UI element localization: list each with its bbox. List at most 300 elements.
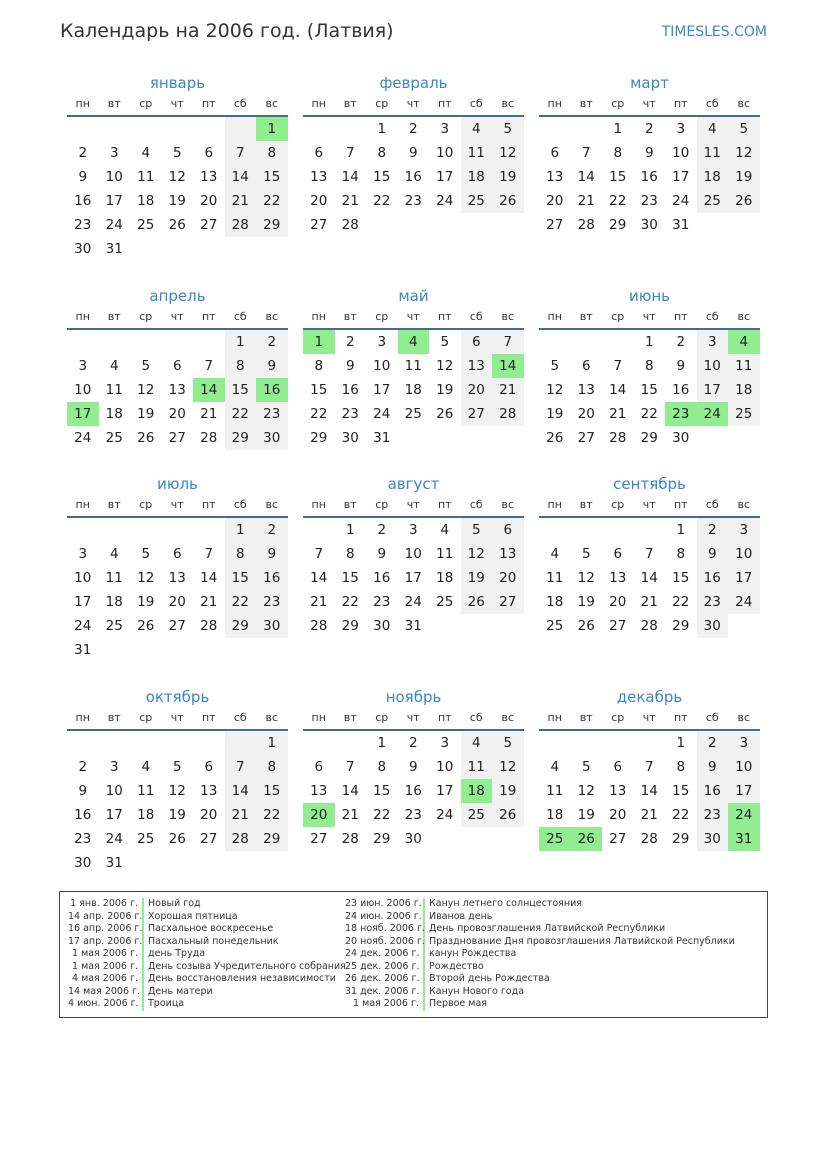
day-cell: 7 — [225, 141, 257, 165]
day-cell: 10 — [436, 759, 454, 775]
week-row — [303, 117, 524, 141]
day-cell: 16 — [373, 570, 391, 586]
weekday-header — [539, 306, 760, 330]
day-cell: 4 — [550, 546, 560, 562]
day-cell: 29 — [640, 430, 658, 446]
weekday-label: вс — [265, 97, 279, 110]
day-cell: 9 — [644, 145, 654, 161]
day-cell: 1 — [377, 735, 387, 751]
day-cell: 5 — [492, 731, 524, 755]
legend-holiday-name: Троица — [148, 998, 185, 1009]
day-cell: 7 — [204, 546, 214, 562]
holiday-day-cell: 25 — [539, 827, 571, 851]
weekday-label: чт — [406, 310, 420, 323]
day-cell: 21 — [200, 594, 218, 610]
day-cell: 11 — [404, 358, 422, 374]
empty-cell — [492, 426, 524, 450]
week-row — [539, 354, 760, 378]
day-cell: 17 — [105, 193, 123, 209]
legend-item — [345, 961, 735, 974]
day-cell: 9 — [78, 169, 88, 185]
day-cell: 8 — [345, 546, 355, 562]
empty-cell — [256, 237, 288, 261]
day-cell: 10 — [373, 358, 391, 374]
empty-cell — [539, 731, 571, 755]
week-row — [539, 402, 760, 426]
day-cell: 29 — [373, 831, 391, 847]
weekday-label: сб — [705, 310, 719, 323]
weekday-label: сб — [469, 97, 483, 110]
week-row — [303, 354, 524, 378]
day-cell: 20 — [461, 378, 493, 402]
day-cell: 27 — [609, 618, 627, 634]
week-row — [303, 731, 524, 755]
day-cell: 12 — [577, 570, 595, 586]
day-cell: 18 — [105, 406, 123, 422]
day-cell: 13 — [577, 382, 595, 398]
week-row — [539, 165, 760, 189]
week-row — [67, 237, 288, 261]
day-cell: 7 — [644, 546, 654, 562]
day-cell: 8 — [676, 759, 686, 775]
day-cell: 27 — [200, 831, 218, 847]
day-cell: 26 — [546, 430, 564, 446]
month-name: март — [630, 74, 669, 92]
day-cell: 26 — [492, 189, 524, 213]
week-row — [303, 755, 524, 779]
legend-holiday-name: Иванов день — [429, 910, 493, 922]
day-cell: 30 — [256, 614, 288, 638]
day-cell: 21 — [225, 803, 257, 827]
day-cell: 13 — [200, 169, 218, 185]
day-cell: 28 — [640, 831, 658, 847]
day-cell: 29 — [672, 831, 690, 847]
week-row — [539, 426, 760, 450]
day-cell: 28 — [200, 618, 218, 634]
day-cell: 30 — [672, 430, 690, 446]
weekday-label: сб — [469, 498, 483, 511]
day-cell: 19 — [137, 594, 155, 610]
day-cell: 12 — [168, 169, 186, 185]
empty-cell — [728, 426, 760, 450]
day-cell: 2 — [676, 334, 686, 350]
week-row — [303, 402, 524, 426]
weekday-label: сб — [469, 310, 483, 323]
day-cell: 6 — [204, 145, 214, 161]
day-cell: 16 — [404, 783, 422, 799]
day-cell: 31 — [105, 855, 123, 871]
day-cell: 9 — [78, 783, 88, 799]
weekday-label: вт — [579, 498, 593, 511]
weekday-label: ср — [611, 711, 625, 724]
day-cell: 2 — [697, 731, 729, 755]
day-cell: 27 — [609, 831, 627, 847]
day-cell: 12 — [546, 382, 564, 398]
empty-cell — [225, 731, 257, 755]
legend-item — [345, 898, 735, 911]
day-cell: 11 — [137, 783, 155, 799]
weekday-header — [303, 494, 524, 518]
legend-holiday-name: День провозглашения Латвийской Республики — [429, 923, 666, 934]
day-cell: 15 — [256, 165, 288, 189]
legend-item — [68, 936, 346, 949]
empty-cell — [225, 851, 257, 875]
weekday-label: вс — [737, 498, 751, 511]
month-3 — [539, 73, 760, 237]
day-cell: 25 — [461, 189, 493, 213]
day-cell: 30 — [404, 831, 422, 847]
legend-holiday-name: день Труда — [148, 948, 206, 959]
weekday-label: пт — [673, 97, 688, 110]
weekday-label: вт — [343, 498, 357, 511]
day-cell: 22 — [640, 406, 658, 422]
day-cell: 23 — [697, 803, 729, 827]
day-cell: 2 — [697, 518, 729, 542]
empty-cell — [67, 330, 99, 354]
legend-holiday-name: Второй день Рождества — [429, 973, 550, 984]
legend-item — [345, 986, 735, 999]
day-cell: 5 — [492, 117, 524, 141]
weekday-label: вт — [579, 711, 593, 724]
day-cell: 21 — [640, 807, 658, 823]
day-cell: 3 — [728, 518, 760, 542]
day-cell: 5 — [141, 358, 151, 374]
week-row — [303, 518, 524, 542]
day-cell: 15 — [373, 169, 391, 185]
weekday-label: вс — [501, 711, 515, 724]
day-cell: 9 — [697, 755, 729, 779]
weekday-label: вт — [343, 711, 357, 724]
day-cell: 6 — [550, 145, 560, 161]
empty-cell — [602, 518, 634, 542]
day-cell: 12 — [436, 358, 454, 374]
week-row — [539, 189, 760, 213]
week-row — [67, 590, 288, 614]
day-cell: 9 — [408, 759, 418, 775]
day-cell: 26 — [436, 406, 454, 422]
day-cell: 20 — [168, 406, 186, 422]
empty-cell — [193, 518, 225, 542]
day-cell: 26 — [728, 189, 760, 213]
day-cell: 22 — [310, 406, 328, 422]
empty-cell — [99, 638, 131, 662]
legend-holiday-name: День восстановления независимости — [148, 973, 336, 984]
day-cell: 22 — [373, 807, 391, 823]
day-cell: 23 — [697, 590, 729, 614]
day-cell: 4 — [461, 117, 493, 141]
month-name: декабрь — [616, 688, 683, 706]
day-cell: 28 — [225, 213, 257, 237]
weekday-header — [67, 93, 288, 117]
legend-item — [345, 911, 735, 924]
week-row — [67, 731, 288, 755]
legend-item — [345, 948, 735, 961]
legend-holiday-name: Канун летнего солнцестояния — [429, 898, 582, 909]
week-row — [67, 141, 288, 165]
empty-cell — [335, 117, 367, 141]
day-cell: 8 — [225, 354, 257, 378]
day-cell: 15 — [225, 566, 257, 590]
day-cell: 2 — [256, 330, 288, 354]
empty-cell — [728, 213, 760, 237]
day-cell: 15 — [672, 783, 690, 799]
week-row — [303, 590, 524, 614]
site-link[interactable]: TIMESLES.COM — [661, 24, 767, 40]
day-cell: 28 — [609, 430, 627, 446]
day-cell: 3 — [78, 358, 88, 374]
weekday-label: пн — [547, 711, 562, 724]
empty-cell — [303, 731, 335, 755]
empty-cell — [429, 426, 461, 450]
day-cell: 8 — [256, 755, 288, 779]
empty-cell — [193, 237, 225, 261]
legend-item — [68, 898, 346, 911]
weekday-label: пт — [437, 711, 452, 724]
weekday-label: ср — [139, 310, 153, 323]
empty-cell — [256, 851, 288, 875]
month-name: июль — [157, 475, 198, 493]
day-cell: 5 — [550, 358, 560, 374]
day-cell: 25 — [105, 618, 123, 634]
day-cell: 24 — [436, 807, 454, 823]
weekday-label: вс — [737, 711, 751, 724]
day-cell: 20 — [577, 406, 595, 422]
day-cell: 1 — [225, 518, 257, 542]
week-row — [303, 189, 524, 213]
day-cell: 6 — [613, 759, 623, 775]
day-cell: 22 — [225, 590, 257, 614]
day-cell: 25 — [697, 189, 729, 213]
weekday-header — [539, 494, 760, 518]
legend-holiday-name: Пасхальное воскресенье — [148, 923, 274, 934]
day-cell: 5 — [141, 546, 151, 562]
week-row — [67, 165, 288, 189]
week-row — [539, 779, 760, 803]
day-cell: 5 — [728, 117, 760, 141]
weekday-label: вт — [107, 310, 121, 323]
empty-cell — [67, 518, 99, 542]
weekday-label: ср — [375, 97, 389, 110]
day-cell: 21 — [341, 807, 359, 823]
day-cell: 24 — [105, 831, 123, 847]
day-cell: 14 — [609, 382, 627, 398]
legend-date: 26 дек. 2006 г. — [345, 973, 425, 986]
month-name: май — [398, 287, 429, 305]
day-cell: 3 — [728, 731, 760, 755]
day-cell: 24 — [672, 193, 690, 209]
day-cell: 8 — [256, 141, 288, 165]
day-cell: 2 — [408, 121, 418, 137]
day-cell: 9 — [256, 542, 288, 566]
empty-cell — [193, 851, 225, 875]
day-cell: 4 — [461, 731, 493, 755]
day-cell: 14 — [225, 165, 257, 189]
day-cell: 18 — [697, 165, 729, 189]
day-cell: 23 — [341, 406, 359, 422]
day-cell: 29 — [609, 217, 627, 233]
day-cell: 22 — [672, 594, 690, 610]
weekday-label: вт — [107, 97, 121, 110]
legend-date: 4 мая 2006 г. — [68, 973, 144, 986]
weekday-label: чт — [642, 498, 656, 511]
day-cell: 12 — [137, 382, 155, 398]
week-row — [67, 402, 288, 426]
holiday-day-cell: 17 — [67, 402, 99, 426]
week-row — [539, 755, 760, 779]
week-row — [303, 566, 524, 590]
day-cell: 23 — [256, 402, 288, 426]
weekday-label: вт — [579, 97, 593, 110]
day-cell: 1 — [613, 121, 623, 137]
day-cell: 17 — [728, 566, 760, 590]
day-cell: 30 — [373, 618, 391, 634]
day-cell: 25 — [404, 406, 422, 422]
day-cell: 3 — [109, 145, 119, 161]
week-row — [303, 827, 524, 851]
weekday-label: вс — [737, 97, 751, 110]
day-cell: 12 — [168, 783, 186, 799]
day-cell: 8 — [644, 358, 654, 374]
day-cell: 23 — [404, 193, 422, 209]
month-5 — [303, 286, 524, 450]
day-cell: 10 — [105, 169, 123, 185]
weekday-label: пт — [201, 711, 216, 724]
day-cell: 17 — [697, 378, 729, 402]
empty-cell — [429, 213, 461, 237]
day-cell: 31 — [672, 217, 690, 233]
day-cell: 4 — [550, 759, 560, 775]
weekday-label: чт — [406, 711, 420, 724]
day-cell: 31 — [74, 642, 92, 658]
legend-column-right — [345, 898, 735, 1011]
empty-cell — [130, 638, 162, 662]
day-cell: 16 — [697, 566, 729, 590]
empty-cell — [193, 731, 225, 755]
weekday-label: пт — [437, 498, 452, 511]
week-row — [67, 851, 288, 875]
day-cell: 5 — [581, 759, 591, 775]
day-cell: 17 — [404, 570, 422, 586]
day-cell: 4 — [141, 759, 151, 775]
day-cell: 21 — [200, 406, 218, 422]
day-cell: 6 — [492, 518, 524, 542]
day-cell: 26 — [168, 831, 186, 847]
weekday-label: ср — [611, 97, 625, 110]
day-cell: 28 — [577, 217, 595, 233]
weekday-label: чт — [170, 498, 184, 511]
day-cell: 17 — [436, 783, 454, 799]
day-cell: 11 — [105, 382, 123, 398]
weekday-label: ср — [139, 97, 153, 110]
day-cell: 11 — [461, 141, 493, 165]
weekday-label: вс — [265, 711, 279, 724]
day-cell: 29 — [256, 827, 288, 851]
weekday-header — [539, 707, 760, 731]
day-cell: 10 — [728, 542, 760, 566]
page-title: Календарь на 2006 год. (Латвия) — [60, 20, 394, 42]
empty-cell — [634, 731, 666, 755]
empty-cell — [303, 518, 335, 542]
day-cell: 22 — [609, 193, 627, 209]
week-row — [67, 330, 288, 354]
weekday-label: сб — [705, 711, 719, 724]
day-cell: 14 — [341, 169, 359, 185]
day-cell: 17 — [672, 169, 690, 185]
empty-cell — [225, 117, 257, 141]
empty-cell — [162, 518, 194, 542]
day-cell: 29 — [225, 426, 257, 450]
holiday-day-cell: 24 — [697, 402, 729, 426]
weekday-label: сб — [233, 711, 247, 724]
day-cell: 20 — [492, 566, 524, 590]
day-cell: 20 — [200, 807, 218, 823]
weekday-label: ср — [375, 711, 389, 724]
day-cell: 25 — [546, 618, 564, 634]
weekday-label: ср — [375, 498, 389, 511]
day-cell: 4 — [109, 546, 119, 562]
weekday-label: пн — [547, 310, 562, 323]
day-cell: 13 — [492, 542, 524, 566]
day-cell: 31 — [105, 241, 123, 257]
day-cell: 22 — [256, 803, 288, 827]
legend-holiday-name: День матери — [148, 985, 213, 997]
empty-cell — [492, 213, 524, 237]
day-cell: 30 — [640, 217, 658, 233]
weekday-header — [539, 93, 760, 117]
day-cell: 16 — [640, 169, 658, 185]
weekday-label: пт — [673, 310, 688, 323]
day-cell: 1 — [676, 522, 686, 538]
day-cell: 8 — [676, 546, 686, 562]
day-cell: 20 — [609, 807, 627, 823]
month-name: октябрь — [145, 688, 210, 706]
day-cell: 21 — [577, 193, 595, 209]
day-cell: 15 — [310, 382, 328, 398]
legend-holiday-name: Празднование Дня провозглашения Латвийской Республики — [429, 935, 735, 947]
legend-holiday-name: Новый год — [148, 898, 201, 909]
day-cell: 17 — [74, 594, 92, 610]
weekday-label: чт — [642, 97, 656, 110]
empty-cell — [728, 614, 760, 638]
weekday-label: пн — [75, 711, 90, 724]
month-7 — [67, 474, 288, 662]
week-row — [539, 827, 760, 851]
weekday-header — [67, 494, 288, 518]
day-cell: 11 — [137, 169, 155, 185]
day-cell: 22 — [672, 807, 690, 823]
day-cell: 13 — [609, 570, 627, 586]
legend-item — [68, 911, 346, 924]
day-cell: 19 — [492, 779, 524, 803]
day-cell: 13 — [546, 169, 564, 185]
day-cell: 10 — [404, 546, 422, 562]
day-cell: 6 — [172, 358, 182, 374]
day-cell: 10 — [74, 570, 92, 586]
day-cell: 24 — [373, 406, 391, 422]
empty-cell — [67, 731, 99, 755]
weekday-label: сб — [705, 97, 719, 110]
day-cell: 28 — [225, 827, 257, 851]
empty-cell — [697, 213, 729, 237]
day-cell: 26 — [168, 217, 186, 233]
weekday-label: пн — [311, 310, 326, 323]
week-row — [303, 213, 524, 237]
empty-cell — [99, 330, 131, 354]
empty-cell — [492, 827, 524, 851]
legend-holiday-name: Первое мая — [429, 998, 487, 1009]
empty-cell — [429, 614, 461, 638]
week-row — [67, 213, 288, 237]
